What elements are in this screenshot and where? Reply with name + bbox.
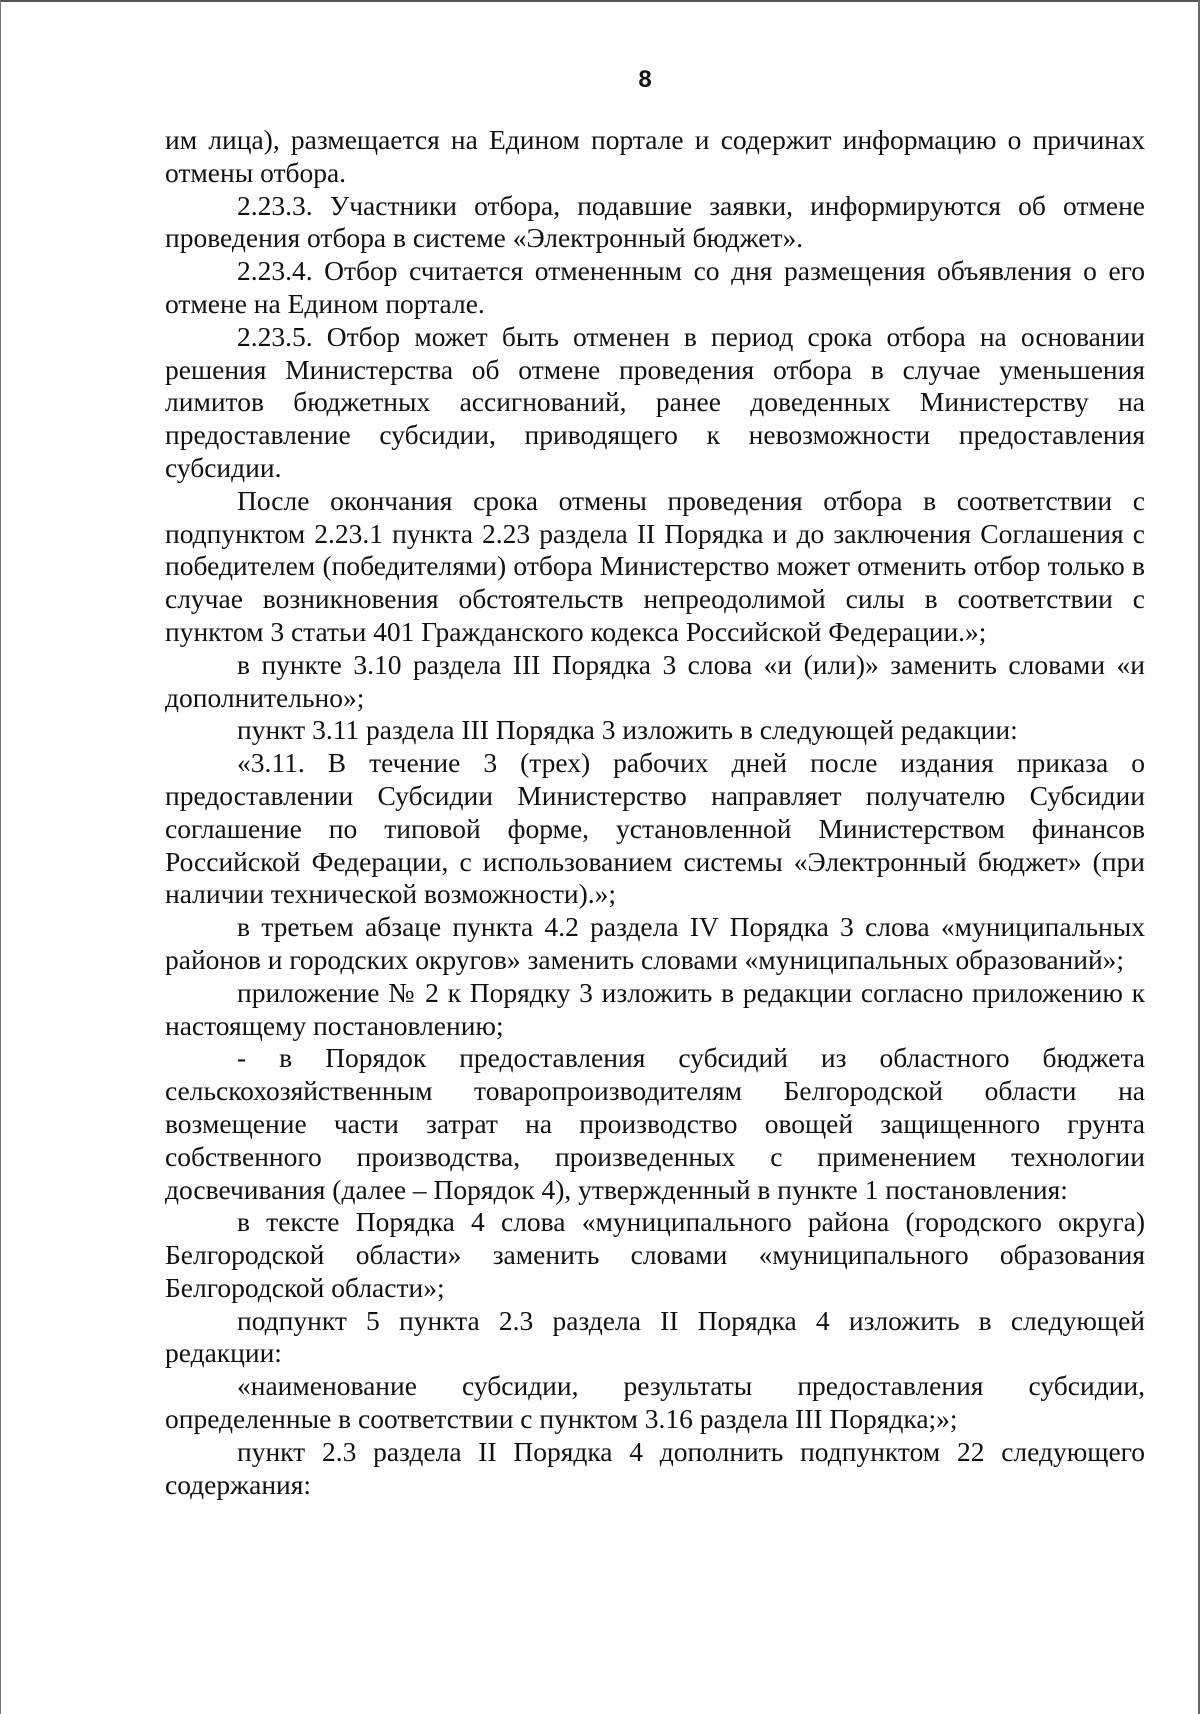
paragraph-continuation: им лица), размещается на Едином портале и содержит информацию о причинах отмены отбора. [165, 124, 1145, 188]
page-number: 8 [638, 66, 652, 93]
paragraph-2-23-5: 2.23.5. Отбор может быть отменен в период срока отбора на основании решения Министерства об отмене проведения отбора в случае уменьшения лимитов бюджетных ассигнований, ранее доведенных Министерству на предоставление субсидии, приводящего к невозможности предоставления субсидии. [165, 320, 1145, 483]
paragraph-amend-2-3-5: подпункт 5 пункта 2.3 раздела II Порядка 4 изложить в следующей редакции: [165, 1304, 1145, 1369]
paragraph-subsidy-name: «наименование субсидии, результаты предоставления субсидии, определенные в соответствии с пунктом 3.16 раздела III Порядка;»; [165, 1370, 1145, 1435]
paragraph-amend-4-2: в третьем абзаце пункта 4.2 раздела IV Порядка 3 слова «муниципальных районов и городских округов» заменить словами «муниципальных образований»; [165, 911, 1145, 975]
document-body [165, 124, 1145, 1501]
scan-border-left [0, 0, 1, 1714]
paragraph-amend-3-11: пункт 3.11 раздела III Порядка 3 изложить в следующей редакции: [237, 714, 1018, 746]
paragraph-2-23-3: 2.23.3. Участники отбора, подавшие заявки, информируются об отмене проведения отбора в системе «Электронный бюджет». [165, 189, 1145, 254]
paragraph-amend-2-3-22: пункт 2.3 раздела II Порядка 4 дополнить подпунктом 22 следующего содержания: [165, 1435, 1145, 1500]
paragraph-3-11-text: «3.11. В течение 3 (трех) рабочих дней после издания приказа о предоставлении Субсидии Министерство направляет получателю Субсидии соглашение по типовой форме, установленной Министерством финансов Российской Федерации, с использованием системы «Электронный бюджет» (при наличии технической возможности).»; [165, 747, 1145, 910]
paragraph-2-23-4: 2.23.4. Отбор считается отмененным со дня размещения объявления о его отмене на Едином портале. [165, 255, 1145, 319]
scan-border-top [0, 0, 1200, 2]
paragraph-order-4-text-replace: в тексте Порядка 4 слова «муниципального района (городского округа) Белгородской области» заменить словами «муниципального образования Белгородской области»; [165, 1206, 1145, 1303]
paragraph-appendix-2: приложение № 2 к Порядку 3 изложить в редакции согласно приложению к настоящему постановлению; [165, 976, 1145, 1041]
paragraph-order-4-intro: - в Порядок предоставления субсидий из областного бюджета сельскохозяйственным товаропроизводителям Белгородской области на возмещение части затрат на производство овощей защищенного грунта собственного производства, произведенных с применением технологии досвечивания (далее – Порядок 4), утвержденный в пункте 1 постановления: [165, 1042, 1145, 1205]
paragraph-force-majeure: После окончания срока отмены проведения отбора в соответствии с подпунктом 2.23.1 пункта 2.23 раздела II Порядка и до заключения Соглашения с победителем (победителями) отбора Министерство может отменить отбор только в случае возникновения обстоятельств непреодолимой силы в соответствии с пунктом 3 статьи 401 Гражданского кодекса Российской Федерации.»; [165, 484, 1145, 647]
paragraph-amend-3-10: в пункте 3.10 раздела III Порядка 3 слова «и (или)» заменить словами «и дополнительно»; [165, 648, 1145, 713]
